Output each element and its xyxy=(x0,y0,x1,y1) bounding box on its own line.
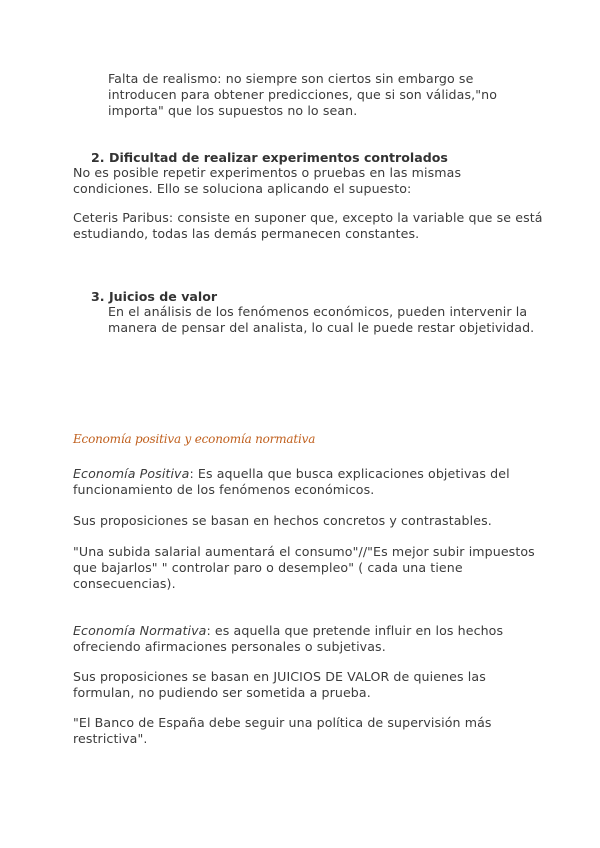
positive-example: "Una subida salarial aumentará el consumo"//"Es mejor subir impuestos que bajarlos" " controlar paro o desempleo" ( cada una tiene consecuencias). xyxy=(73,544,535,591)
ceteris-paribus-paragraph: Ceteris Paribus: consiste en suponer que, excepto la variable que se está estudiando, todas las demás permanecen constantes. xyxy=(73,210,543,241)
section-heading: Economía positiva y economía normativa xyxy=(73,432,316,446)
normative-basis: Sus proposiciones se basan en JUICIOS DE VALOR de quienes las formulan, no pudiendo ser sometida a prueba. xyxy=(73,669,486,700)
normative-term: Economía Normativa xyxy=(73,623,207,638)
positive-definition-text: : Es aquella que busca explicaciones objetivas del funcionamiento de los fenómenos económicos. xyxy=(73,466,510,497)
item-title: Dificultad de realizar experimentos controlados xyxy=(109,150,448,165)
item-number: 2. xyxy=(91,150,105,165)
positive-term: Economía Positiva xyxy=(73,466,190,481)
item-heading-2 xyxy=(91,150,448,166)
item-heading-3 xyxy=(91,289,217,305)
item-title: Juicios de valor xyxy=(109,289,218,304)
positive-definition xyxy=(73,466,543,498)
normative-definition-text: : es aquella que pretende influir en los hechos ofreciendo afirmaciones personales o subjetivas. xyxy=(73,623,504,654)
intro-paragraph: Falta de realismo: no siempre son ciertos sin embargo se introducen para obtener predicciones, que si son válidas,"no importa" que los supuestos no lo sean. xyxy=(108,71,498,118)
item-2-body: No es posible repetir experimentos o pruebas en las mismas condiciones. Ello se soluciona aplicando el supuesto: xyxy=(73,165,462,196)
normative-example: "El Banco de España debe seguir una política de supervisión más restrictiva". xyxy=(73,715,492,746)
normative-definition xyxy=(73,623,543,655)
item-number: 3. xyxy=(91,289,105,304)
item-3-body: En el análisis de los fenómenos económicos, pueden intervenir la manera de pensar del analista, lo cual le puede restar objetividad. xyxy=(108,304,535,335)
positive-basis: Sus proposiciones se basan en hechos concretos y contrastables. xyxy=(73,513,492,528)
